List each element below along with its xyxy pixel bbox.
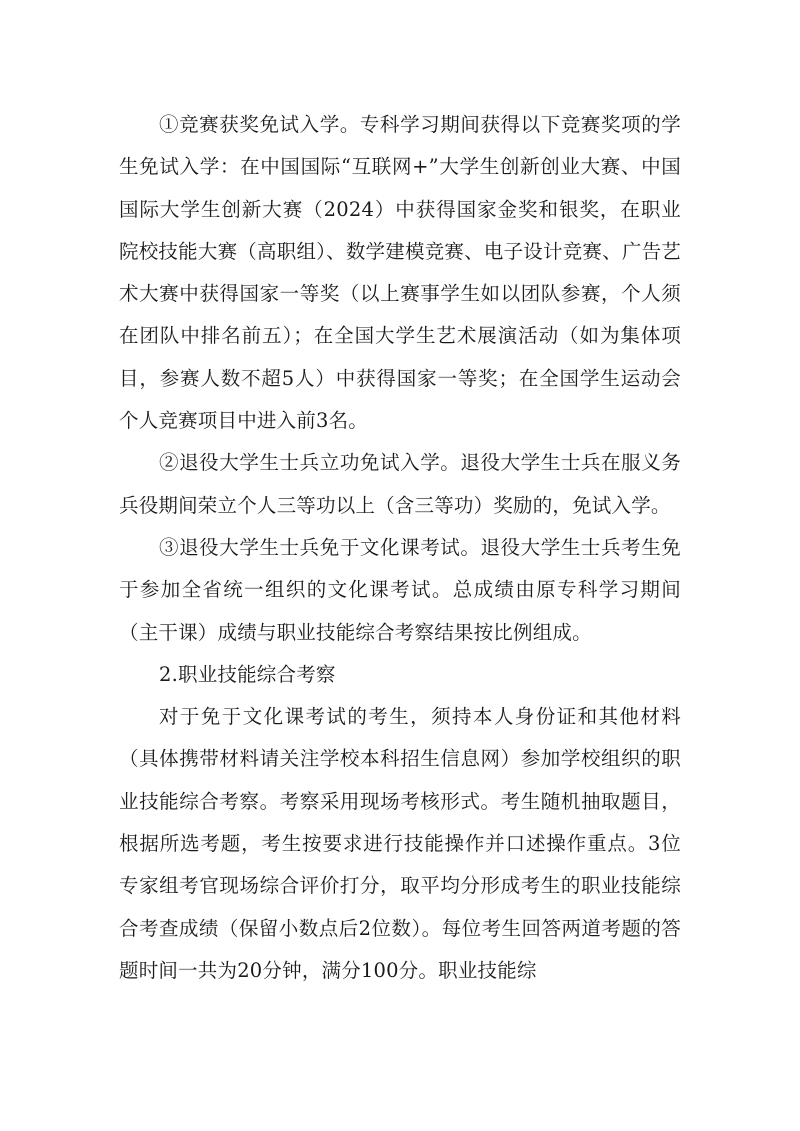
paragraph-veteran-exam-exemption: ③退役大学生士兵免于文化课考试。退役大学生士兵考生免于参加全省统一组织的文化课考试。总成绩由原专科学习期间（主干课）成绩与职业技能综合考察结果按比例组成。 [119,535,681,644]
paragraph-skills-assessment: 对于免于文化课考试的考生，须持本人身份证和其他材料（具体携带材料请关注学校本科招生信息网）参加学校组织的职业技能综合考察。考察采用现场考核形式。考生随机抽取题目，根据所选考题，考生按要求进行技能操作并口述操作重点。3位专家组考官现场综合评价打分，取平均分形成考生的职业技能综合考查成绩（保留小数点后2位数）。每位考生回答两道考题的答题时间一共为20分钟，满分100分。职业技能综 [119,705,681,982]
document-body [119,104,681,992]
paragraph-veteran-merit: ②退役大学生士兵立功免试入学。退役大学生士兵在服义务兵役期间荣立个人三等功以上（含三等功）奖励的，免试入学。 [119,451,681,517]
section-heading-skills-assessment: 2.职业技能综合考察 [159,662,336,686]
paragraph-competition-award: ①竞赛获奖免试入学。专科学习期间获得以下竞赛奖项的学生免试入学：在中国国际“互联网+”大学生创新创业大赛、中国国际大学生创新大赛（2024）中获得国家金奖和银奖，在职业院校技能大赛（高职组）、数学建模竞赛、电子设计竞赛、广告艺术大赛中获得国家一等奖（以上赛事学生如以团队参赛，个人须在团队中排名前五）；在全国大学生艺术展演活动（如为集体项目，参赛人数不超5人）中获得国家一等奖；在全国学生运动会个人竞赛项目中进入前3名。 [119,113,681,433]
